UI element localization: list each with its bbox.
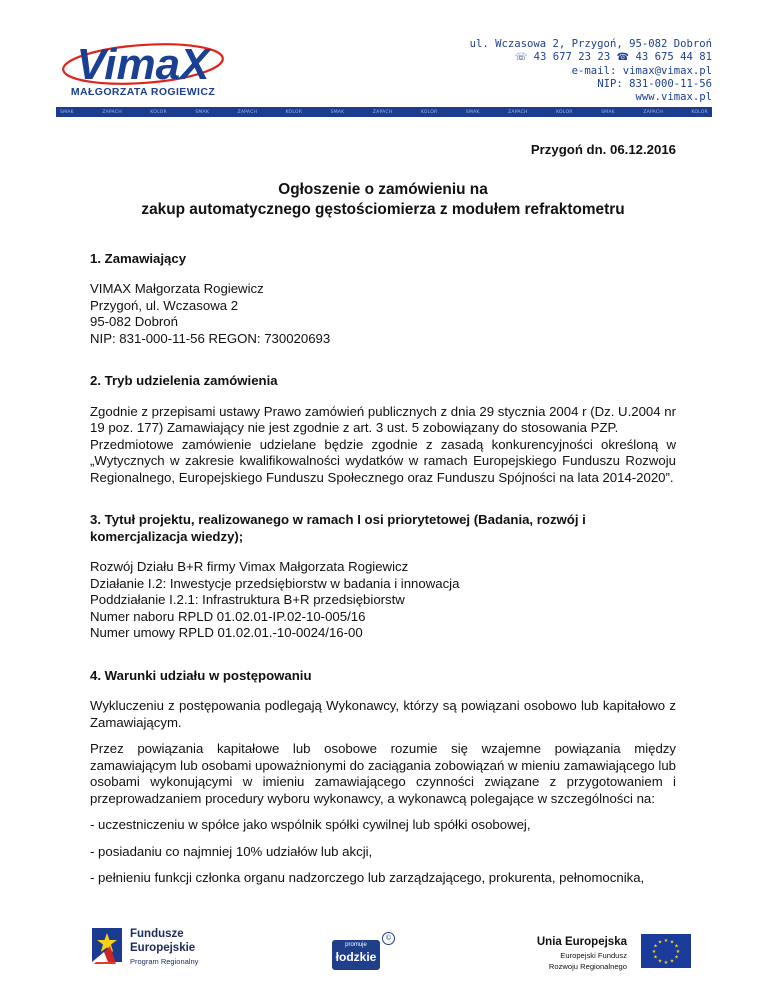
buyer-line: NIP: 831-000-11-56 REGON: 730020693 xyxy=(90,330,331,346)
ue-sub-2: Rozwoju Regionalnego xyxy=(548,962,627,971)
strip-word: SMAK xyxy=(330,109,345,115)
strip-word: SMAK xyxy=(601,109,615,115)
document-title xyxy=(90,180,676,220)
vimax-logo-graphic xyxy=(58,42,228,88)
logo-subtitle: MAŁGORZATA ROGIEWICZ xyxy=(70,86,216,98)
buyer-line: 95-082 Dobroń xyxy=(90,314,178,329)
fe-line-3: Program Regionalny xyxy=(130,957,199,966)
buyer-line: Przygoń, ul. Wczasowa 2 xyxy=(90,297,239,313)
eu-flag-icon xyxy=(641,934,691,968)
svg-text:★: ★ xyxy=(675,949,681,955)
section-4-heading: 4. Warunki udziału w postępowaniu xyxy=(90,667,312,683)
company-contact xyxy=(470,38,712,104)
strip-word: SMAK xyxy=(465,109,480,115)
svg-text:★: ★ xyxy=(663,960,669,966)
company-phone: 43 677 23 23 xyxy=(533,51,611,64)
project-line: Rozwój Działu B+R firmy Vimax Małgorzata Rogiewicz xyxy=(90,559,409,574)
company-address: ul. Wczasowa 2, Przygoń, 95-082 Dobroń xyxy=(469,38,712,50)
fe-star-icon xyxy=(90,924,126,964)
svg-text:★: ★ xyxy=(669,939,675,946)
lodzkie-big-text: łodzkie xyxy=(335,950,377,964)
strip-word: KOLOR xyxy=(691,109,708,115)
header-strip xyxy=(56,107,712,117)
company-email: e-mail: vimax@vimax.pl xyxy=(571,64,712,77)
project-line: Poddziałanie I.2.1: Infrastruktura B+R przedsiębiorstw xyxy=(90,592,405,607)
section-4-body xyxy=(90,698,676,887)
svg-text:★: ★ xyxy=(663,938,669,944)
title-line-1: Ogłoszenie o zamówieniu na xyxy=(278,180,488,198)
section-1-heading: 1. Zamawiający xyxy=(90,250,187,266)
svg-text:★: ★ xyxy=(674,943,679,950)
section-3-body xyxy=(90,559,676,642)
phone-icon: ☏ xyxy=(514,52,528,64)
section-2-body xyxy=(90,404,676,487)
company-fax: 43 675 44 81 xyxy=(635,51,712,64)
fundusze-europejskie-logo xyxy=(90,924,220,980)
fe-line-2: Europejskie xyxy=(130,942,196,954)
document-body xyxy=(90,142,676,887)
fe-text xyxy=(130,927,198,969)
section-4-bullet: - uczestniczeniu w spółce jako wspólnik spółki cywilnej lub spółki osobowej, xyxy=(90,817,531,832)
company-www: www.vimax.pl xyxy=(635,91,712,104)
title-line-2: zakup automatycznego gęstościomierza z modułem refraktometru xyxy=(141,200,625,218)
strip-word: ZAPACH xyxy=(643,109,663,115)
footer-logos xyxy=(0,924,768,984)
section-4-bullet: - pełnieniu funkcji członka organu nadzorczego lub zarządzającego, prokurenta, pełnomocnika, xyxy=(90,870,645,885)
company-nip: NIP: 831-000-11-56 xyxy=(597,77,712,90)
project-line: Działanie I.2: Inwestycje przedsiębiorstw w badania i innowacja xyxy=(90,575,460,591)
vimax-logo xyxy=(58,42,228,98)
fax-icon: ☎ xyxy=(616,52,630,64)
fe-line-1: Fundusze xyxy=(130,928,184,940)
section-2-paragraph-2: Przedmiotowe zamówienie udzielane będzie zgodnie z zasadą konkurencyjności określoną w „Wytycznych w zakresie kwalifikowalności wydatków w ramach Europejskiego Funduszu Rozwoju Regionalnego, Europejskiego Funduszu Społecznego oraz Funduszu Spójności na lata 2014-2020”. xyxy=(90,436,676,485)
strip-word: ZAPACH xyxy=(102,109,122,115)
lodzkie-logo xyxy=(332,932,398,978)
section-1-body xyxy=(90,281,676,347)
svg-text:★: ★ xyxy=(653,943,658,950)
strip-word: ZAPACH xyxy=(372,109,393,115)
strip-word: SMAK xyxy=(60,109,74,115)
unia-europejska-logo xyxy=(515,934,693,976)
logo-wordmark: VimaX xyxy=(76,42,210,88)
strip-word: SMAK xyxy=(195,109,210,115)
svg-text:★: ★ xyxy=(651,949,657,955)
lodzkie-badge xyxy=(332,940,380,970)
buyer-line: VIMAX Małgorzata Rogiewicz xyxy=(90,281,264,296)
svg-text:★: ★ xyxy=(653,954,658,961)
section-2-paragraph-1: Zgodnie z przepisami ustawy Prawo zamówień publicznych z dnia 29 stycznia 2004 r (Dz. U.2004 nr 19 poz. 177) Zamawiający nie jest zgodnie z art. 3 ust. 5 zobowiązany do stosowania PZP. xyxy=(90,403,676,435)
strip-word: KOLOR xyxy=(285,109,303,115)
section-4-paragraph-2: Przez powiązania kapitałowe lub osobowe rozumie się wzajemne powiązania między zamawiającym lub osobami upoważnionymi do zaciągania zobowiązań w mieniu zamawiającego lub osobami wykonującymi w imieniu zamawiającego czynności związane z przygotowaniem i przeprowadzaniem procedury wyboru wykonawcy, a wykonawcą polegające w szczególności na: xyxy=(90,741,676,806)
ue-sub-1: Europejski Fundusz xyxy=(560,951,627,960)
strip-word: KOLOR xyxy=(420,109,438,115)
section-4-bullet: - posiadaniu co najmniej 10% udziałów lub akcji, xyxy=(90,843,373,859)
section-4-paragraph-1: Wykluczeniu z postępowania podlegają Wykonawcy, którzy są powiązani osobowo lub kapitałowo z Zamawiającym. xyxy=(90,698,676,730)
lodzkie-small-text: promuje xyxy=(345,942,367,948)
copyright-icon: © xyxy=(382,932,395,945)
strip-word: ZAPACH xyxy=(237,109,258,115)
ue-text xyxy=(515,934,627,972)
section-2-heading: 2. Tryb udzielenia zamówienia xyxy=(90,373,278,388)
svg-text:★: ★ xyxy=(657,958,663,965)
svg-text:★: ★ xyxy=(669,958,675,965)
project-line: Numer naboru RPLD 01.02.01-IP.02-10-005/16 xyxy=(90,608,366,624)
svg-text:★: ★ xyxy=(674,954,679,961)
svg-text:★: ★ xyxy=(657,939,663,946)
document-date: Przygoń dn. 06.12.2016 xyxy=(530,142,676,157)
company-phones xyxy=(470,51,712,64)
strip-word: KOLOR xyxy=(556,109,573,115)
strip-word: ZAPACH xyxy=(508,109,528,115)
strip-word: KOLOR xyxy=(150,109,167,115)
project-line: Numer umowy RPLD 01.02.01.-10-0024/16-00 xyxy=(90,625,363,640)
ue-title: Unia Europejska xyxy=(536,936,627,948)
section-3-heading: 3. Tytuł projektu, realizowanego w ramach I osi priorytetowej (Badania, rozwój i komercjalizacja wiedzy); xyxy=(90,512,586,544)
